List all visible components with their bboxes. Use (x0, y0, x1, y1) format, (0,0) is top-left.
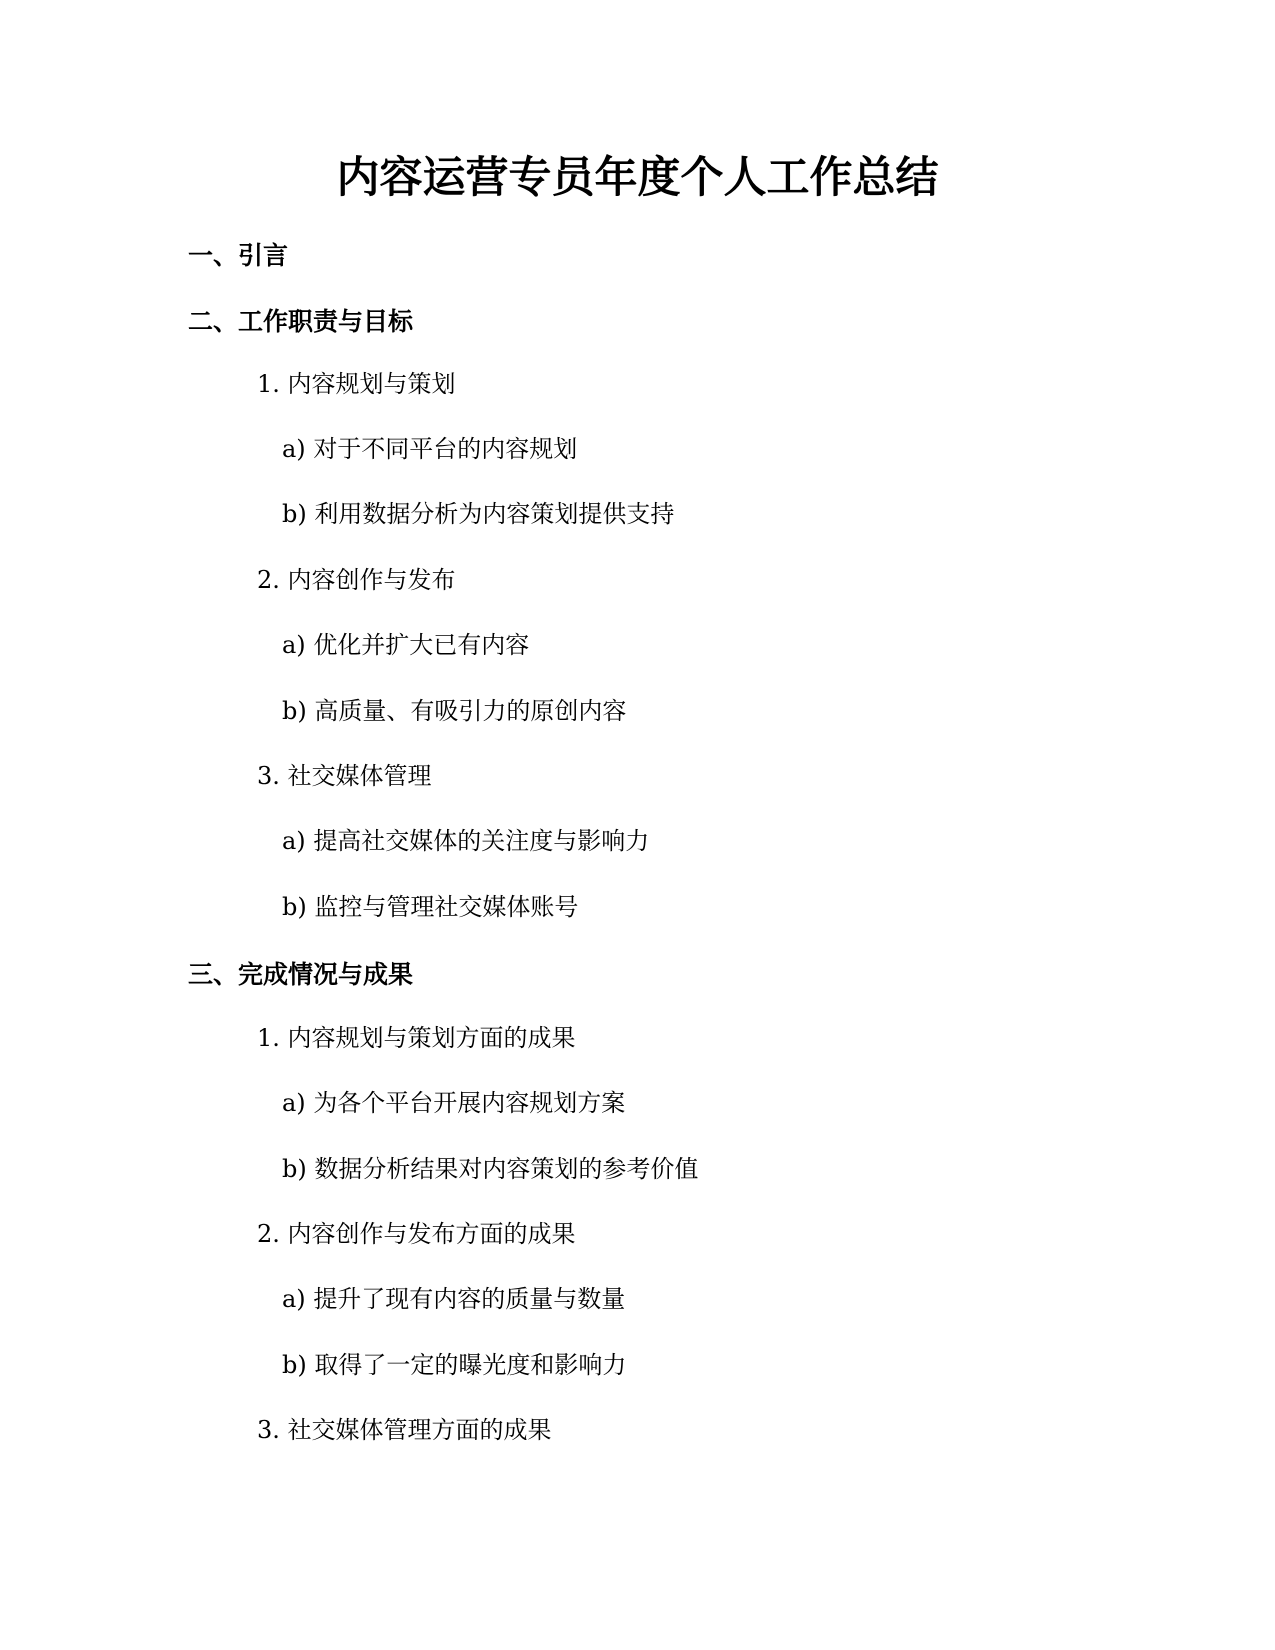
sub-item-marker: a) (282, 1285, 306, 1313)
sub-item-text: 数据分析结果对内容策划的参考价值 (314, 1155, 699, 1183)
sub-item (282, 890, 578, 924)
sub-item (282, 1152, 698, 1186)
sub-item-marker: b) (282, 697, 307, 725)
sub-item (282, 497, 674, 531)
section-heading-intro: 一、引言 (188, 241, 289, 270)
item-text: 内容规划与策划 (287, 370, 456, 398)
sub-item-text: 提升了现有内容的质量与数量 (313, 1285, 626, 1313)
sub-item-marker: b) (282, 500, 307, 528)
list-item (257, 759, 432, 793)
sub-item-marker: b) (282, 893, 307, 921)
sub-item (282, 1282, 625, 1316)
sub-item (282, 1348, 626, 1382)
sub-item-text: 提高社交媒体的关注度与影响力 (313, 827, 650, 855)
sub-item-marker: b) (282, 1351, 307, 1379)
sub-item-marker: a) (282, 631, 306, 659)
list-item (257, 1021, 576, 1055)
sub-item-text: 高质量、有吸引力的原创内容 (314, 697, 627, 725)
sub-item-text: 利用数据分析为内容策划提供支持 (314, 500, 675, 528)
sub-item-text: 为各个平台开展内容规划方案 (313, 1089, 626, 1117)
list-item (257, 563, 456, 597)
sub-item-text: 优化并扩大已有内容 (313, 631, 530, 659)
list-item (257, 1413, 552, 1447)
sub-item-marker: a) (282, 1089, 306, 1117)
list-item (257, 1217, 576, 1251)
item-number: 3. (257, 762, 280, 790)
item-number: 1. (257, 1024, 280, 1052)
sub-item-marker: a) (282, 827, 306, 855)
section-heading-duties: 二、工作职责与目标 (188, 307, 414, 336)
sub-item (282, 694, 626, 728)
sub-item-text: 监控与管理社交媒体账号 (314, 893, 579, 921)
sub-item (282, 432, 577, 466)
item-text: 内容创作与发布 (287, 566, 456, 594)
list-item (257, 367, 456, 401)
item-number: 2. (257, 566, 280, 594)
sub-item (282, 628, 529, 662)
item-number: 3. (257, 1416, 280, 1444)
item-number: 1. (257, 370, 280, 398)
sub-item-text: 取得了一定的曝光度和影响力 (314, 1351, 627, 1379)
sub-item (282, 1086, 625, 1120)
item-text: 社交媒体管理 (287, 762, 432, 790)
sub-item-text: 对于不同平台的内容规划 (313, 435, 578, 463)
sub-item-marker: a) (282, 435, 306, 463)
item-number: 2. (257, 1220, 280, 1248)
section-heading-results: 三、完成情况与成果 (188, 960, 414, 989)
item-text: 内容规划与策划方面的成果 (287, 1024, 576, 1052)
item-text: 社交媒体管理方面的成果 (287, 1416, 552, 1444)
item-text: 内容创作与发布方面的成果 (287, 1220, 576, 1248)
sub-item-marker: b) (282, 1155, 307, 1183)
sub-item (282, 824, 649, 858)
document-title: 内容运营专员年度个人工作总结 (336, 153, 939, 203)
